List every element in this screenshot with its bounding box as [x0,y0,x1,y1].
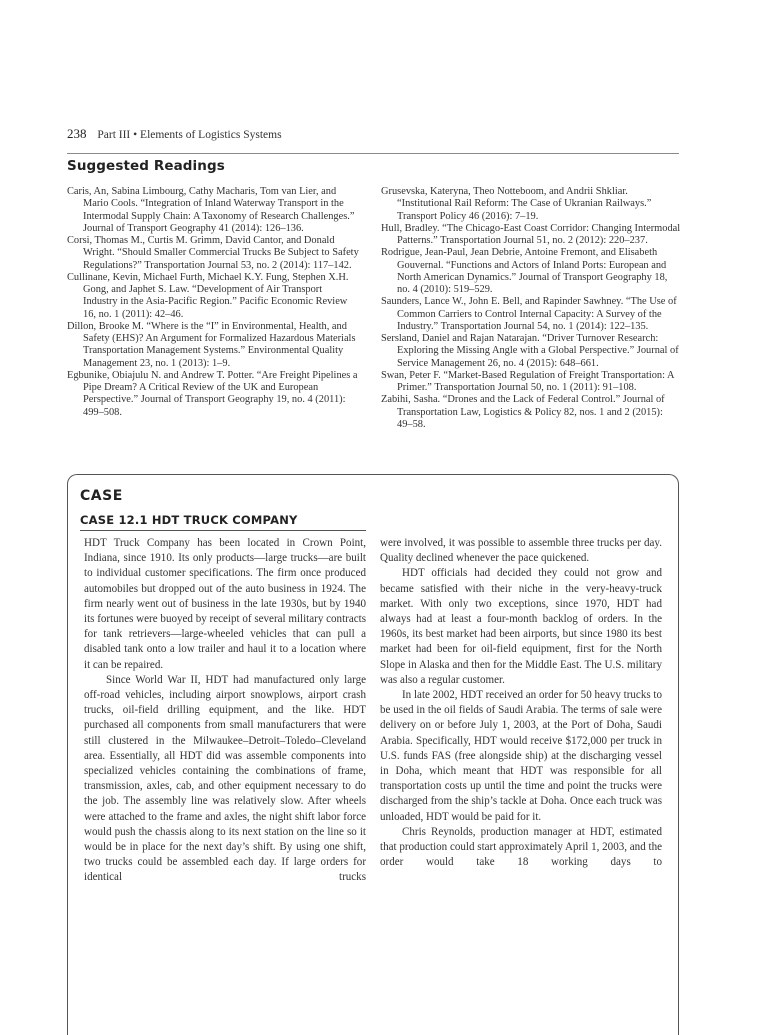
reference-item: Dillon, Brooke M. “Where is the “I” in Environmental, Health, and Safety (EHS)? An Argument for Formalized Hazardous Materials Transportation Management Systems.” Environmental Quality Management 23, no. 1 (2013): 1–9. [67,320,356,369]
case-paragraph: HDT Truck Company has been located in Crown Point, Indiana, since 1910. Its only products—large trucks—are built to individual customer specifications. The firm once produced automobiles but dropped out of the auto business in 1924. The firm nearly went out of business in the late 1930s, but by 1940 its fortunes were buoyed by receipt of several military contracts for tank retrievers—large-wheeled vehicles that can pull a disabled tank onto a low trailer and haul it to a location where it can be repaired. [84,537,366,671]
reference-item: Swan, Peter F. “Market-Based Regulation of Freight Transportation: A Primer.” Transportation Journal 50, no. 1 (2011): 91–108. [381,369,674,393]
case-left-column [84,536,366,886]
header-rule [67,153,679,154]
case-paragraph: Chris Reynolds, production manager at HDT, estimated that production could start approximately April 1, 2003, and the order would take 18 working days to [380,825,662,869]
reference-item: Sersland, Daniel and Rajan Natarajan. “Driver Turnover Research: Exploring the Missing Angle with a Global Perspective.” Journal of Service Management 26, no. 4 (2015): 648–661. [381,333,679,369]
reference-item: Corsi, Thomas M., Curtis M. Grimm, David Cantor, and Donald Wright. “Should Smaller Commercial Trucks Be Subject to Safety Regulations?” Transportation Journal 53, no. 2 (2014): 117–142. [67,235,359,271]
reference-item: Cullinane, Kevin, Michael Furth, Michael K.Y. Fung, Stephen X.H. Gong, and Japhet S. Law. “Development of Air Transport Industry in the Asia-Pacific Region.” Pacific Economic Review 16, no. 1 (2011): 42–46. [67,271,349,320]
case-paragraph: HDT officials had decided they could not grow and became satisfied with their niche in the very-heavy-truck market. With only two exceptions, since 1970, HDT had always had at least a four-month backlog of orders. In the 1960s, its best market had been airports, but since 1980 its best market had been for oil-field equipment, first for the North Slope in Alaska and then for the Middle East. The U.S. military was also a regular customer. [380,567,662,686]
reference-item: Grusevska, Kateryna, Theo Notteboom, and Andrii Shkliar. “Institutional Rail Reform: The Case of Ukranian Railways.” Transport Policy 46 (2016): 7–19. [381,186,652,222]
running-title: Part III • Elements of Logistics Systems [97,129,282,141]
case-label: CASE [80,488,123,504]
reference-item: Hull, Bradley. “The Chicago-East Coast Corridor: Changing Intermodal Patterns.” Transportation Journal 51, no. 2 (2012): 220–237. [381,222,681,246]
reference-item: Zabihi, Sasha. “Drones and the Lack of Federal Control.” Journal of Transportation Law, Logistics & Policy 82, nos. 1 and 2 (2015): 49–58. [381,394,665,430]
reference-item: Caris, An, Sabina Limbourg, Cathy Macharis, Tom van Lier, and Mario Cools. “Integration of Inland Waterway Transport in the Intermodal Supply Chain: A Taxonomy of Research Challenges.” Journal of Transport Geography 41 (2014): 126–136. [67,186,355,234]
readings-right-column [381,186,681,431]
case-paragraph: Since World War II, HDT had manufactured only large off-road vehicles, including airport snowplows, airport crash trucks, oil-field drilling equipment, and the like. HDT purchased all components from small manufacturers that were still clustered in the Milwaukee–Detroit–Toledo–Cleveland area. Essentially, all HDT did was assemble components into specialized vehicles containing the combinations of frame, transmission, axles, cab, and other equipment necessary to do the job. The assembly line was relatively slow. After wheels were attached to the frame and axles, the night shift labor force would push the chassis along to its next station on the line so it would be in place for the next day’s shift. By using one shift, two trucks could be assembled each day. If large orders for identical trucks [84,673,366,884]
case-right-column [380,536,662,870]
page-number: 238 [67,126,87,141]
running-head [67,126,679,142]
case-paragraph: were involved, it was possible to assemble three trucks per day. Quality declined whenever the pace quickened. [380,537,662,565]
reference-item: Saunders, Lance W., John E. Bell, and Rapinder Sawhney. “The Use of Common Carriers to Control Internal Capacity: A Survey of the Industry.” Transportation Journal 54, no. 1 (2014): 122–135. [381,296,677,332]
reference-item: Rodrigue, Jean-Paul, Jean Debrie, Antoine Fremont, and Elisabeth Gouvernal. “Functions and Actors of Inland Ports: European and North American Dynamics.” Journal of Transport Geography 18, no. 4 (2010): 519–529. [381,247,668,295]
case-paragraph: In late 2002, HDT received an order for 50 heavy trucks to be used in the oil fields of Saudi Arabia. The terms of sale were delivery on or before July 1, 2003, at the Port of Doha, Saudi Arabia. Specifically, HDT would receive $172,000 per truck in U.S. funds FAS (free alongside ship) at the discharging vessel in Doha, which meant that HDT was responsible for all transportation costs up until the time and point the trucks were discharged from the ship’s tackle at Doha. Once each truck was unloaded, HDT would be paid for it. [380,689,662,823]
case-title: CASE 12.1 HDT TRUCK COMPANY [80,513,298,527]
readings-left-column [67,186,359,419]
case-title-rule [80,530,366,531]
suggested-readings-title: Suggested Readings [67,158,225,174]
reference-item: Egbunike, Obiajulu N. and Andrew T. Potter. “Are Freight Pipelines a Pipe Dream? A Critical Review of the UK and European Perspective.” Journal of Transport Geography 19, no. 4 (2011): 499–508. [67,369,358,418]
